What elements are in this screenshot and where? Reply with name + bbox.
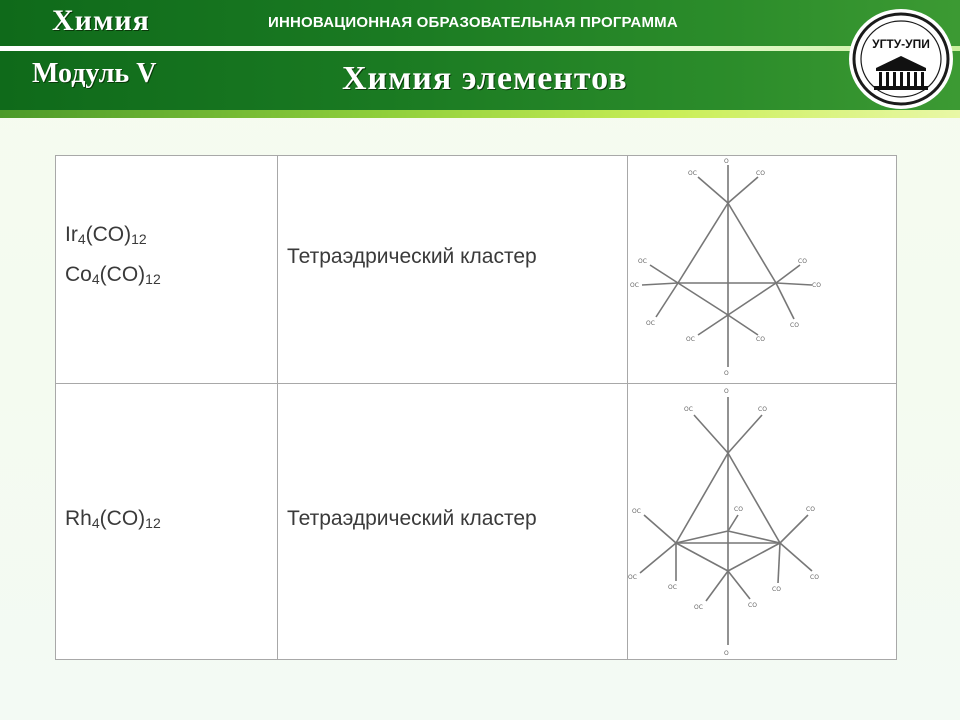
table-row xyxy=(55,155,897,383)
svg-text:CO: CO xyxy=(772,586,781,593)
formula-rh4co12: $Rh_4(CO)_{12}$ xyxy=(65,507,161,531)
svg-text:O: O xyxy=(724,650,729,657)
header-accent-line xyxy=(0,110,960,118)
tetrahedral-cluster-bridged-diagram xyxy=(628,383,897,660)
module-label: Модуль V xyxy=(32,58,157,89)
svg-text:OC: OC xyxy=(638,258,647,265)
svg-text:OC: OC xyxy=(632,508,641,515)
svg-text:CO: CO xyxy=(806,506,815,513)
svg-text:OC: OC xyxy=(684,406,693,413)
svg-text:OC: OC xyxy=(628,574,637,581)
svg-text:CO: CO xyxy=(758,406,767,413)
svg-text:CO: CO xyxy=(756,336,765,343)
structure-description: Тетраэдрический кластер xyxy=(287,245,537,268)
svg-text:OC: OC xyxy=(630,282,639,289)
svg-text:CO: CO xyxy=(734,506,743,513)
svg-text:OC: OC xyxy=(688,170,697,177)
svg-text:OC: OC xyxy=(668,584,677,591)
svg-text:O: O xyxy=(724,370,729,377)
tetrahedral-cluster-diagram xyxy=(628,155,897,383)
svg-text:CO: CO xyxy=(748,602,757,609)
university-logo xyxy=(846,6,956,112)
svg-text:OC: OC xyxy=(694,604,703,611)
svg-text:CO: CO xyxy=(756,170,765,177)
formula-co4co12: $Co_4(CO)_{12}$ xyxy=(65,263,161,287)
subject-title: Химия xyxy=(52,4,150,37)
formula-ir4co12: $Ir_4(CO)_{12}$ xyxy=(65,223,147,247)
logo-text: УГТУ-УПИ xyxy=(872,37,930,51)
lecture-title: Химия элементов xyxy=(342,60,628,97)
header-divider xyxy=(0,46,960,51)
svg-text:CO: CO xyxy=(812,282,821,289)
svg-text:OC: OC xyxy=(646,320,655,327)
structure-description: Тетраэдрический кластер xyxy=(287,507,537,530)
svg-text:O: O xyxy=(724,388,729,395)
svg-text:OC: OC xyxy=(686,336,695,343)
svg-text:CO: CO xyxy=(798,258,807,265)
svg-text:CO: CO xyxy=(810,574,819,581)
header-band xyxy=(0,0,960,112)
svg-text:CO: CO xyxy=(790,322,799,329)
svg-text:O: O xyxy=(724,158,729,165)
table-row xyxy=(55,383,897,660)
program-title: ИННОВАЦИОННАЯ ОБРАЗОВАТЕЛЬНАЯ ПРОГРАММА xyxy=(268,14,678,31)
clusters-table xyxy=(55,155,897,660)
